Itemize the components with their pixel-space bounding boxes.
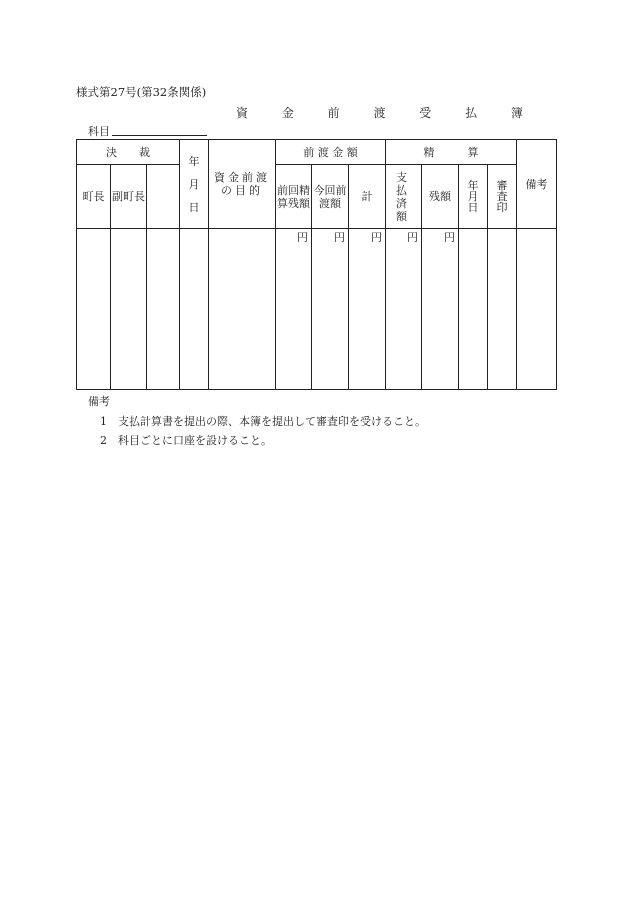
audit-seal-header: 審 査 印 (488, 165, 517, 229)
settlement-header: 精 算 (386, 140, 517, 165)
remarks-cell[interactable] (517, 229, 557, 390)
note-item (100, 432, 272, 448)
note-item (100, 413, 426, 429)
date-cell[interactable] (180, 229, 209, 390)
notes-heading: 備考 (88, 395, 110, 408)
ledger-table (76, 139, 557, 390)
ledger-title: 資 金 前 渡 受 払 簿 (236, 106, 538, 120)
yen-unit: 円 (297, 231, 308, 244)
remaining-header: 残額 (422, 165, 459, 229)
blank-header (147, 165, 180, 229)
paid-amount-cell[interactable] (386, 229, 422, 390)
date-header: 年 月 日 (180, 140, 209, 229)
note-text: 支払計算書を提出の際、本簿を提出して審査印を受けること。 (118, 415, 426, 428)
subject-underline (112, 135, 207, 136)
total-cell[interactable] (349, 229, 386, 390)
note-number: 1 (100, 415, 107, 428)
purpose-header: 資金前渡の目的 (209, 140, 276, 229)
yen-unit: 円 (444, 231, 455, 244)
advance-amount-header: 前 渡 金 額 (276, 140, 386, 165)
decision-header: 決 裁 (77, 140, 180, 165)
previous-balance-header: 前回精算残額 (276, 165, 312, 229)
subject-label: 科目 (88, 125, 110, 138)
remarks-header: 備考 (517, 140, 557, 229)
audit-seal-cell[interactable] (488, 229, 517, 390)
mayor-cell[interactable] (77, 229, 111, 390)
remaining-cell[interactable] (422, 229, 459, 390)
note-number: 2 (100, 434, 107, 447)
previous-balance-cell[interactable] (276, 229, 312, 390)
mayor-header: 町長 (77, 165, 111, 229)
settlement-date-cell[interactable] (459, 229, 488, 390)
current-advance-cell[interactable] (312, 229, 349, 390)
yen-unit: 円 (407, 231, 418, 244)
yen-unit: 円 (371, 231, 382, 244)
deputy-mayor-header: 副町長 (111, 165, 147, 229)
form-number: 様式第27号(第32条関係) (76, 85, 207, 99)
settlement-date-header: 年 月 日 (459, 165, 488, 229)
paid-amount-header: 支払済額 (386, 165, 422, 229)
current-advance-header: 今回前渡額 (312, 165, 349, 229)
blank-cell[interactable] (147, 229, 180, 390)
purpose-cell[interactable] (209, 229, 276, 390)
total-header: 計 (349, 165, 386, 229)
note-text: 科目ごとに口座を設けること。 (118, 434, 272, 447)
yen-unit: 円 (334, 231, 345, 244)
deputy-mayor-cell[interactable] (111, 229, 147, 390)
